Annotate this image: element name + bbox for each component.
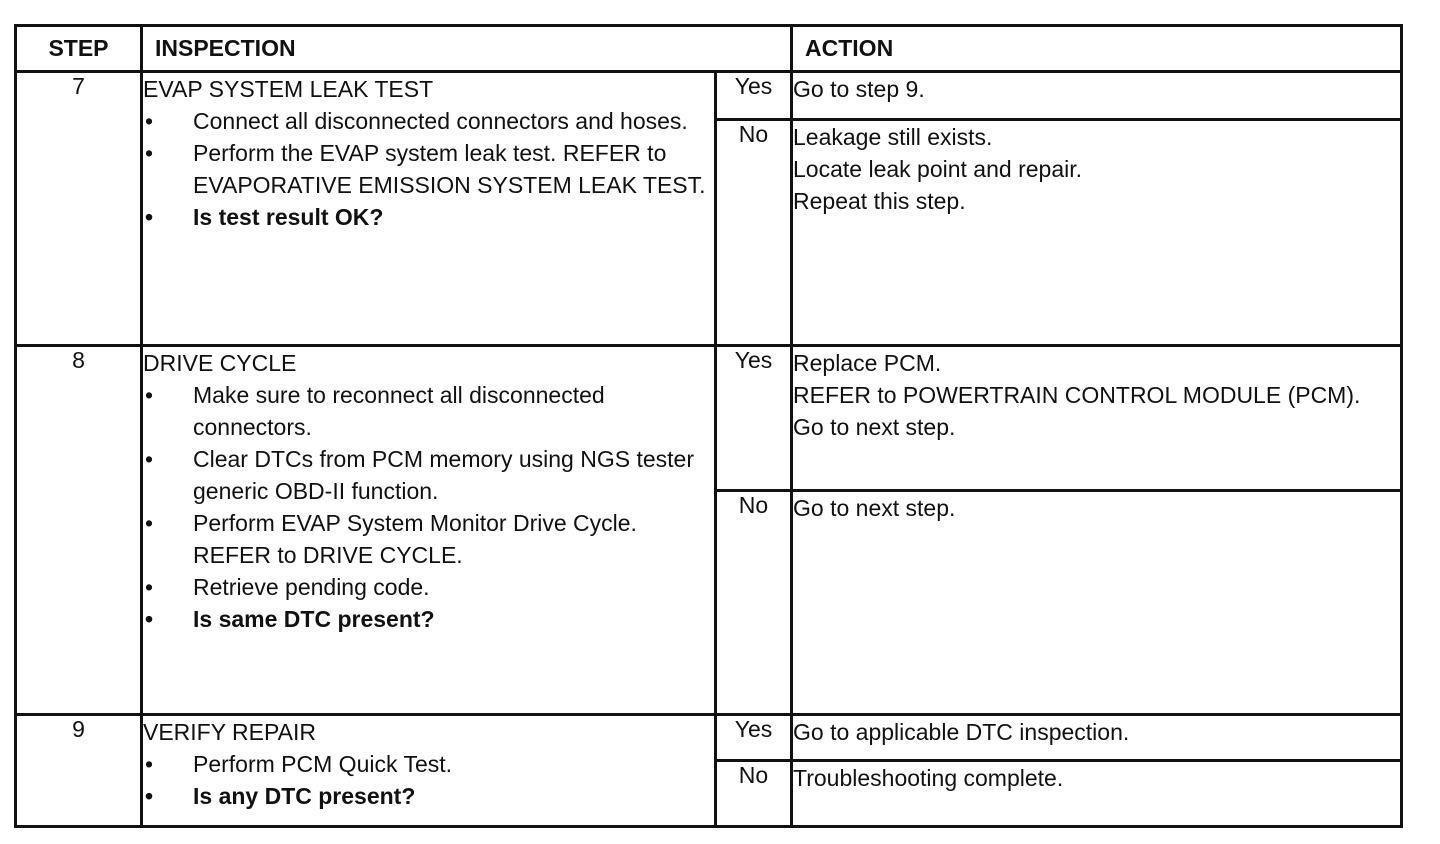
no-label: No	[716, 490, 792, 714]
inspection-cell	[142, 714, 716, 826]
bullet-item: • Retrieve pending code.	[143, 571, 714, 603]
bullet-item: • Perform EVAP System Monitor Drive Cycle. REFER to DRIVE CYCLE.	[143, 507, 714, 571]
inspection-title: VERIFY REPAIR	[143, 718, 316, 745]
action-line: Troubleshooting complete.	[793, 764, 1064, 791]
no-label: No	[716, 120, 792, 346]
inspection-title: EVAP SYSTEM LEAK TEST	[143, 76, 434, 103]
step-number: 9	[16, 714, 142, 826]
action-line: Locate leak point and repair.	[793, 156, 1082, 183]
header-row	[16, 26, 1402, 72]
no-action	[792, 120, 1402, 346]
inspection-bullets	[143, 748, 714, 812]
table-row	[16, 714, 1402, 760]
inspection-cell	[142, 346, 716, 714]
action-line: Go to applicable DTC inspection.	[793, 718, 1130, 745]
bullet-item: • Perform the EVAP system leak test. REFER to EVAPORATIVE EMISSION SYSTEM LEAK TEST.	[143, 137, 714, 201]
action-line: REFER to POWERTRAIN CONTROL MODULE (PCM).	[793, 382, 1361, 409]
bullet-item: • Connect all disconnected connectors and hoses.	[143, 105, 714, 137]
no-label: No	[716, 760, 792, 826]
action-line: Go to next step.	[793, 414, 956, 441]
header-step: STEP	[16, 26, 142, 72]
no-action	[792, 760, 1402, 826]
inspection-bullets	[143, 105, 714, 233]
bullet-item: • Perform PCM Quick Test.	[143, 748, 714, 780]
bullet-question: • Is test result OK?	[143, 201, 714, 233]
yes-label: Yes	[716, 714, 792, 760]
step-number: 7	[16, 72, 142, 346]
table-row	[16, 72, 1402, 120]
yes-action	[792, 714, 1402, 760]
yes-label: Yes	[716, 346, 792, 490]
bullet-item: • Make sure to reconnect all disconnected connectors.	[143, 379, 714, 443]
no-action	[792, 490, 1402, 714]
action-line: Leakage still exists.	[793, 124, 993, 151]
action-line: Repeat this step.	[793, 188, 966, 215]
inspection-cell	[142, 72, 716, 346]
action-line: Go to step 9.	[793, 76, 925, 103]
header-inspection: INSPECTION	[142, 26, 792, 72]
table-row	[16, 346, 1402, 490]
inspection-bullets	[143, 379, 714, 635]
yes-label: Yes	[716, 72, 792, 120]
action-line: Go to next step.	[793, 494, 956, 521]
yes-action	[792, 346, 1402, 490]
header-action: ACTION	[792, 26, 1402, 72]
diagnostic-table	[14, 24, 1403, 828]
step-number: 8	[16, 346, 142, 714]
yes-action	[792, 72, 1402, 120]
bullet-item: • Clear DTCs from PCM memory using NGS tester generic OBD-II function.	[143, 443, 714, 507]
action-line: Replace PCM.	[793, 350, 942, 377]
bullet-question: • Is same DTC present?	[143, 603, 714, 635]
inspection-title: DRIVE CYCLE	[143, 350, 297, 377]
bullet-question: • Is any DTC present?	[143, 780, 714, 812]
